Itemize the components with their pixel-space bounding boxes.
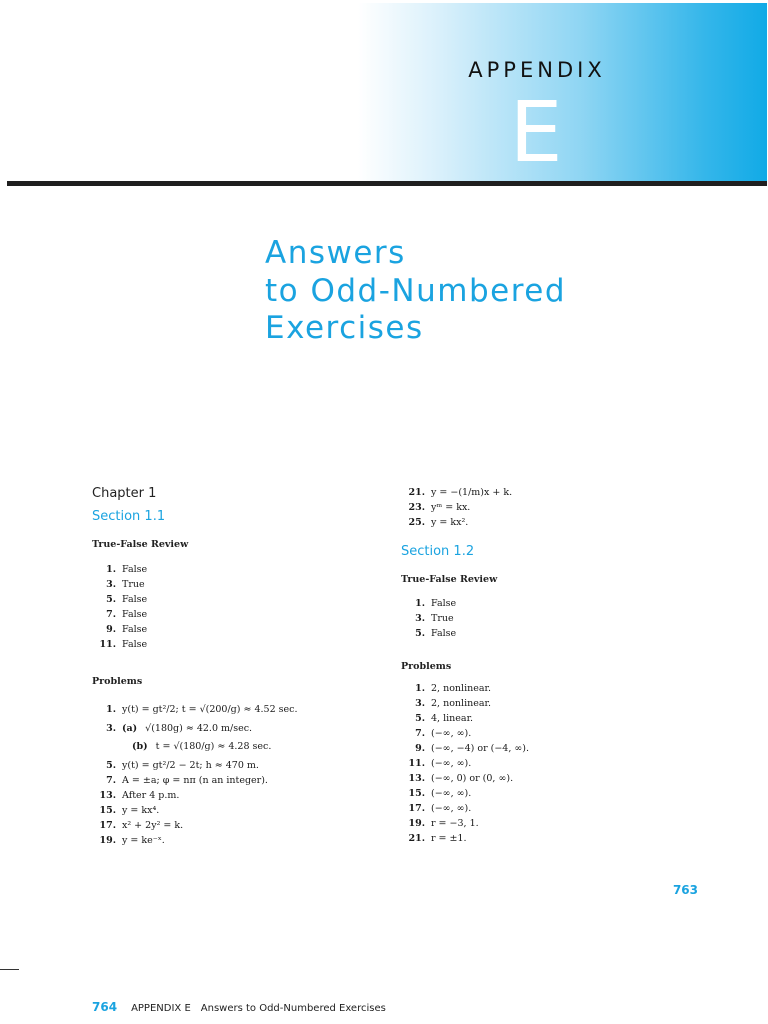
answer-item: [92, 721, 382, 736]
answer-number: 21.: [408, 833, 425, 844]
answer-item: [92, 803, 382, 818]
true-false-answers: [92, 562, 382, 652]
answer-item: [401, 786, 701, 801]
title-line: to Odd-Numbered: [265, 272, 567, 309]
answer-text: r = ±1.: [431, 833, 467, 844]
answer-number: 19.: [99, 835, 116, 846]
answer-number: 3.: [415, 698, 425, 709]
answer-number: 1.: [415, 598, 425, 609]
title-line: Exercises: [265, 310, 424, 346]
answer-number: 5.: [106, 594, 116, 605]
answer-item: [92, 788, 382, 803]
answer-number: 3.: [106, 723, 116, 734]
answer-number: 1.: [106, 704, 116, 715]
answer-item: [92, 773, 382, 788]
answer-item: [401, 756, 701, 771]
corner-rule: [0, 969, 19, 970]
answer-item: [92, 637, 382, 652]
answer-number: 3.: [415, 613, 425, 624]
answer-item: [92, 818, 382, 833]
answer-text: (−∞, ∞).: [431, 728, 472, 739]
answer-text: t = √(180/g) ≈ 4.28 sec.: [155, 741, 272, 752]
chapter-heading: Chapter 1: [92, 486, 157, 501]
answer-item: [401, 626, 701, 641]
answer-number: 11.: [408, 758, 425, 769]
answer-item: [401, 741, 701, 756]
footer-appendix-label: APPENDIX E: [131, 1003, 191, 1014]
answer-item: [92, 577, 382, 592]
answer-item: [401, 485, 701, 500]
answer-item: [401, 726, 701, 741]
answer-number: 7.: [106, 609, 116, 620]
answer-text: False: [122, 594, 148, 605]
answer-item: [401, 611, 701, 626]
title-line: Answers: [265, 235, 406, 271]
answer-number: 17.: [99, 820, 116, 831]
answer-item: [92, 699, 382, 721]
answer-text: After 4 p.m.: [122, 790, 180, 801]
answer-text: (−∞, ∞).: [431, 758, 472, 769]
answer-text: True: [122, 579, 145, 590]
answer-text: y = ke⁻ˣ.: [122, 835, 165, 846]
answer-text: y = −(1/m)x + k.: [431, 487, 513, 498]
true-false-heading: True-False Review: [92, 539, 189, 550]
answer-item: [92, 592, 382, 607]
answer-number: 5.: [415, 713, 425, 724]
answer-item: [401, 681, 701, 696]
answer-text: (−∞, 0) or (0, ∞).: [431, 773, 514, 784]
answer-text: 4, linear.: [431, 713, 474, 724]
answer-subitem: [92, 736, 382, 758]
answer-number: 1.: [415, 683, 425, 694]
answer-number: 13.: [99, 790, 116, 801]
answer-text: A = ±a; φ = nπ (n an integer).: [122, 775, 268, 786]
answer-text: y(t) = gt²/2; t = √(200/g) ≈ 4.52 sec.: [122, 704, 298, 715]
answer-item: [401, 801, 701, 816]
appendix-letter: E: [509, 83, 563, 181]
answer-item: [92, 562, 382, 577]
answer-number: 13.: [408, 773, 425, 784]
section-heading: Section 1.2: [401, 544, 475, 559]
answer-text: 2, nonlinear.: [431, 698, 492, 709]
answer-number: 5.: [415, 628, 425, 639]
answer-text: 2, nonlinear.: [431, 683, 492, 694]
answer-text: False: [122, 564, 148, 575]
left-column: [92, 485, 382, 848]
answer-number: 21.: [408, 487, 425, 498]
section-heading: Section 1.1: [92, 509, 166, 524]
answer-text: True: [431, 613, 454, 624]
answer-text: y = kx⁴.: [122, 805, 160, 816]
answer-number: 5.: [106, 760, 116, 771]
page-footer: [92, 1000, 386, 1014]
continued-answers: [401, 485, 701, 530]
answer-item: [92, 833, 382, 848]
answer-item: [401, 831, 701, 846]
part-label: (a): [122, 723, 138, 734]
answer-item: [401, 500, 701, 515]
answer-number: 3.: [106, 579, 116, 590]
true-false-answers: [401, 596, 701, 641]
page-number: 763: [672, 883, 698, 897]
answer-text: False: [122, 624, 148, 635]
problems-heading: Problems: [92, 676, 143, 687]
answer-item: [92, 622, 382, 637]
answer-item: [92, 758, 382, 773]
problem-answers: [92, 699, 382, 848]
answer-number: 15.: [99, 805, 116, 816]
answer-number: 17.: [408, 803, 425, 814]
answer-text: (−∞, −4) or (−4, ∞).: [431, 743, 530, 754]
answer-number: 15.: [408, 788, 425, 799]
right-column: [401, 485, 701, 846]
answer-number: 1.: [106, 564, 116, 575]
answer-text: y(t) = gt²/2 − 2t; h ≈ 470 m.: [122, 760, 259, 771]
answer-text: False: [122, 609, 148, 620]
footer-page-number: 764: [92, 1000, 118, 1014]
answer-item: [401, 816, 701, 831]
true-false-heading: True-False Review: [401, 574, 498, 585]
answer-text: False: [431, 628, 457, 639]
appendix-title: [265, 235, 566, 348]
answer-number: 11.: [99, 639, 116, 650]
answer-text: (−∞, ∞).: [431, 803, 472, 814]
answer-number: 25.: [408, 517, 425, 528]
answer-item: [401, 696, 701, 711]
answer-text: False: [431, 598, 457, 609]
answer-item: [401, 515, 701, 530]
answer-text: False: [122, 639, 148, 650]
answer-text: x² + 2y² = k.: [122, 820, 184, 831]
answer-number: 7.: [415, 728, 425, 739]
answer-text: (−∞, ∞).: [431, 788, 472, 799]
problem-answers: [401, 681, 701, 846]
answer-text: yᵐ = kx.: [431, 502, 471, 513]
header-rule: [7, 181, 767, 186]
answer-number: 23.: [408, 502, 425, 513]
answer-number: 9.: [106, 624, 116, 635]
appendix-label: APPENDIX: [468, 58, 606, 82]
answer-item: [401, 711, 701, 726]
problems-heading: Problems: [401, 661, 452, 672]
answer-number: 9.: [415, 743, 425, 754]
answer-number: 19.: [408, 818, 425, 829]
part-label: (b): [132, 741, 148, 752]
answer-item: [401, 596, 701, 611]
answer-text: √(180g) ≈ 42.0 m/sec.: [145, 723, 253, 734]
answer-item: [92, 607, 382, 622]
answer-text: r = −3, 1.: [431, 818, 479, 829]
answer-item: [401, 771, 701, 786]
answer-number: 7.: [106, 775, 116, 786]
answer-text: y = kx².: [431, 517, 469, 528]
footer-title: Answers to Odd-Numbered Exercises: [200, 1003, 386, 1014]
